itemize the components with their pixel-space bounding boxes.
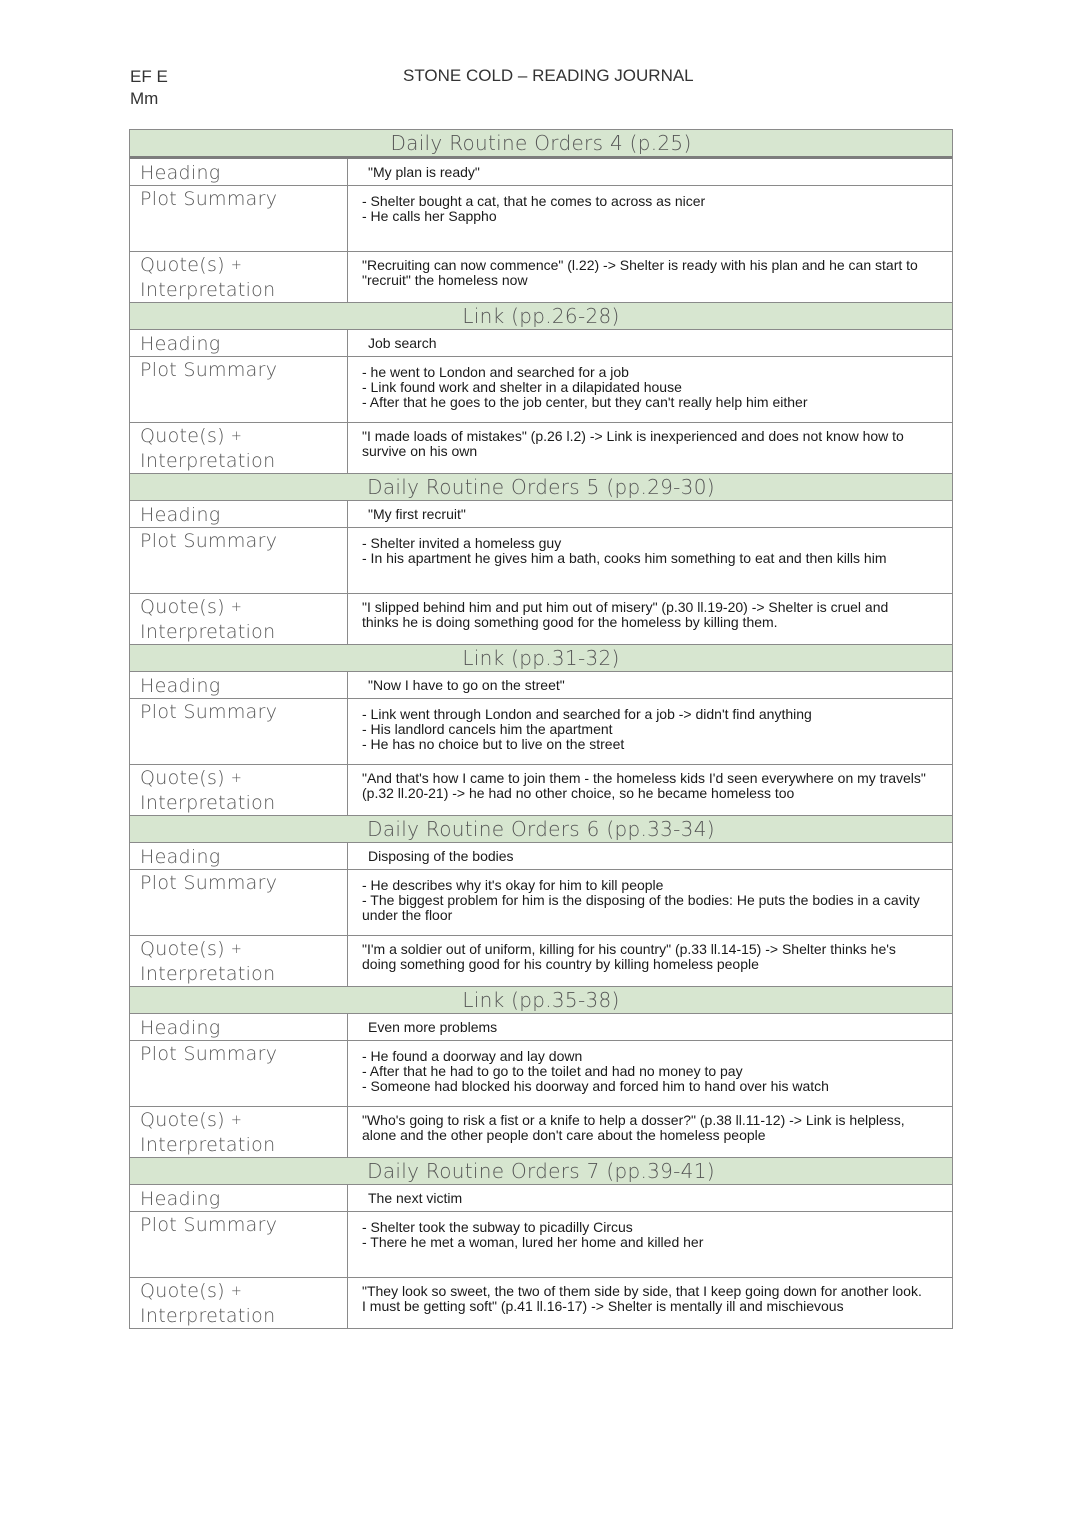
- plot-summary-label: Plot Summary: [130, 699, 348, 764]
- quote-label: [130, 1107, 348, 1157]
- quote-row: [130, 423, 952, 474]
- interpretation-label: Interpretation: [140, 792, 276, 814]
- quote-label-text: Quote(s): [140, 254, 225, 276]
- section-title: Link (pp.35-38): [130, 987, 952, 1014]
- plus-sign: +: [230, 429, 243, 444]
- plot-summary-row: [130, 186, 952, 252]
- plot-summary-label: Plot Summary: [130, 186, 348, 251]
- plot-summary-row: [130, 870, 952, 936]
- text-line: "Recruiting can now commence" (l.22) -> Shelter is ready with his plan and he can start to: [362, 257, 918, 273]
- plus-sign: +: [230, 1113, 243, 1128]
- text-line: - After that he goes to the job center, but they can't really help him either: [362, 394, 808, 410]
- quote-label-text: Quote(s): [140, 596, 225, 618]
- plot-summary-value: [348, 870, 952, 935]
- quote-row: [130, 1278, 952, 1329]
- text-line: alone and the other people don't care about the homeless people: [362, 1127, 766, 1143]
- text-line: - Someone had blocked his doorway and forced him to hand over his watch: [362, 1078, 829, 1094]
- quote-value: [348, 594, 952, 644]
- section-title: Daily Routine Orders 4 (p.25): [130, 130, 952, 159]
- text-line: - He has no choice but to live on the street: [362, 736, 625, 752]
- text-line: - Link found work and shelter in a dilapidated house: [362, 379, 682, 395]
- author-line-2: Mm: [130, 89, 159, 108]
- author-initials: [130, 66, 168, 110]
- quote-label: [130, 594, 348, 644]
- interpretation-label: Interpretation: [140, 1305, 276, 1327]
- text-line: - He found a doorway and lay down: [362, 1048, 583, 1064]
- plus-sign: +: [230, 942, 243, 957]
- plot-summary-value: [348, 186, 952, 251]
- reading-journal-table: [129, 129, 953, 1329]
- text-line: - After that he had to go to the toilet and had no money to pay: [362, 1063, 743, 1079]
- quote-label: [130, 936, 348, 986]
- plot-summary-value: [348, 1212, 952, 1277]
- text-line: - The biggest problem for him is the disposing of the bodies: He puts the bodies in a cavity: [362, 892, 920, 908]
- quote-label-text: Quote(s): [140, 1109, 225, 1131]
- text-line: - There he met a woman, lured her home and killed her: [362, 1234, 704, 1250]
- plot-summary-value: [348, 528, 952, 593]
- plot-summary-row: [130, 1212, 952, 1278]
- plot-summary-value: [348, 357, 952, 422]
- heading-label: Heading: [130, 159, 348, 185]
- text-line: under the floor: [362, 907, 453, 923]
- heading-value: "My plan is ready": [368, 164, 480, 180]
- quote-value: [348, 252, 952, 302]
- text-line: thinks he is doing something good for the homeless by killing them.: [362, 614, 778, 630]
- plot-summary-label: Plot Summary: [130, 870, 348, 935]
- heading-value: Even more problems: [368, 1019, 498, 1035]
- quote-row: [130, 936, 952, 987]
- plot-summary-row: [130, 1041, 952, 1107]
- text-line: - Link went through London and searched for a job -> didn't find anything: [362, 706, 812, 722]
- heading-value: The next victim: [368, 1190, 463, 1206]
- quote-label-text: Quote(s): [140, 425, 225, 447]
- quote-label-text: Quote(s): [140, 938, 225, 960]
- text-line: I must be getting soft" (p.41 ll.16-17) -> Shelter is mentally ill and mischievous: [362, 1298, 844, 1314]
- plus-sign: +: [230, 771, 243, 786]
- quote-row: [130, 594, 952, 645]
- text-line: (p.32 ll.20-21) -> he had no other choice, so he became homeless too: [362, 785, 795, 801]
- heading-row: [130, 1185, 952, 1212]
- interpretation-label: Interpretation: [140, 279, 276, 301]
- quote-label: [130, 252, 348, 302]
- text-line: doing something good for his country by killing homeless people: [362, 956, 759, 972]
- quote-value: [348, 423, 952, 473]
- text-line: "And that's how I came to join them - the homeless kids I'd seen everywhere on my travels": [362, 770, 926, 786]
- heading-value: "Now I have to go on the street": [368, 677, 565, 693]
- quote-value: [348, 1278, 952, 1328]
- interpretation-label: Interpretation: [140, 450, 276, 472]
- heading-value: "My first recruit": [368, 506, 466, 522]
- text-line: - He describes why it's okay for him to kill people: [362, 877, 664, 893]
- heading-label: Heading: [130, 501, 348, 527]
- quote-label-text: Quote(s): [140, 767, 225, 789]
- quote-label: [130, 423, 348, 473]
- document-title: STONE COLD – READING JOURNAL: [403, 66, 694, 85]
- text-line: - Shelter took the subway to picadilly Circus: [362, 1219, 633, 1235]
- plus-sign: +: [230, 258, 243, 273]
- section-title: Link (pp.31-32): [130, 645, 952, 672]
- text-line: "I slipped behind him and put him out of misery" (p.30 ll.19-20) -> Shelter is cruel and: [362, 599, 889, 615]
- heading-row: [130, 330, 952, 357]
- section-title: Daily Routine Orders 5 (pp.29-30): [130, 474, 952, 501]
- heading-row: [130, 672, 952, 699]
- quote-label: [130, 1278, 348, 1328]
- plot-summary-label: Plot Summary: [130, 357, 348, 422]
- heading-label: Heading: [130, 843, 348, 869]
- plot-summary-label: Plot Summary: [130, 1212, 348, 1277]
- text-line: - Shelter bought a cat, that he comes to across as nicer: [362, 193, 706, 209]
- heading-label: Heading: [130, 672, 348, 698]
- interpretation-label: Interpretation: [140, 1134, 276, 1156]
- heading-row: [130, 1014, 952, 1041]
- text-line: "I made loads of mistakes" (p.26 l.2) -> Link is inexperienced and does not know how to: [362, 428, 904, 444]
- interpretation-label: Interpretation: [140, 963, 276, 985]
- text-line: - His landlord cancels him the apartment: [362, 721, 613, 737]
- quote-value: [348, 1107, 952, 1157]
- plot-summary-label: Plot Summary: [130, 528, 348, 593]
- quote-row: [130, 1107, 952, 1158]
- heading-label: Heading: [130, 330, 348, 356]
- heading-value: Disposing of the bodies: [368, 848, 514, 864]
- heading-label: Heading: [130, 1014, 348, 1040]
- section-title: Daily Routine Orders 6 (pp.33-34): [130, 816, 952, 843]
- quote-row: [130, 252, 952, 303]
- text-line: "I'm a soldier out of uniform, killing for his country" (p.33 ll.14-15) -> Shelter thinks he's: [362, 941, 896, 957]
- author-line-1: EF E: [130, 67, 168, 86]
- text-line: - he went to London and searched for a job: [362, 364, 629, 380]
- heading-row: [130, 501, 952, 528]
- text-line: - Shelter invited a homeless guy: [362, 535, 562, 551]
- text-line: "Who's going to risk a fist or a knife to help a dosser?" (p.38 ll.11-12) -> Link is helpless,: [362, 1112, 905, 1128]
- text-line: survive on his own: [362, 443, 478, 459]
- plot-summary-row: [130, 357, 952, 423]
- text-line: - In his apartment he gives him a bath, cooks him something to eat and then kills him: [362, 550, 887, 566]
- plot-summary-row: [130, 528, 952, 594]
- quote-row: [130, 765, 952, 816]
- text-line: "recruit" the homeless now: [362, 272, 528, 288]
- plus-sign: +: [230, 1284, 243, 1299]
- quote-label-text: Quote(s): [140, 1280, 225, 1302]
- plot-summary-value: [348, 699, 952, 764]
- heading-row: [130, 843, 952, 870]
- text-line: "They look so sweet, the two of them side by side, that I keep going down for another look.: [362, 1283, 922, 1299]
- heading-label: Heading: [130, 1185, 348, 1211]
- interpretation-label: Interpretation: [140, 621, 276, 643]
- quote-value: [348, 765, 952, 815]
- quote-label: [130, 765, 348, 815]
- heading-value: Job search: [368, 335, 437, 351]
- plot-summary-label: Plot Summary: [130, 1041, 348, 1106]
- plot-summary-row: [130, 699, 952, 765]
- quote-value: [348, 936, 952, 986]
- section-title: Link (pp.26-28): [130, 303, 952, 330]
- plot-summary-value: [348, 1041, 952, 1106]
- plus-sign: +: [230, 600, 243, 615]
- heading-row: [130, 159, 952, 186]
- section-title: Daily Routine Orders 7 (pp.39-41): [130, 1158, 952, 1185]
- text-line: - He calls her Sappho: [362, 208, 497, 224]
